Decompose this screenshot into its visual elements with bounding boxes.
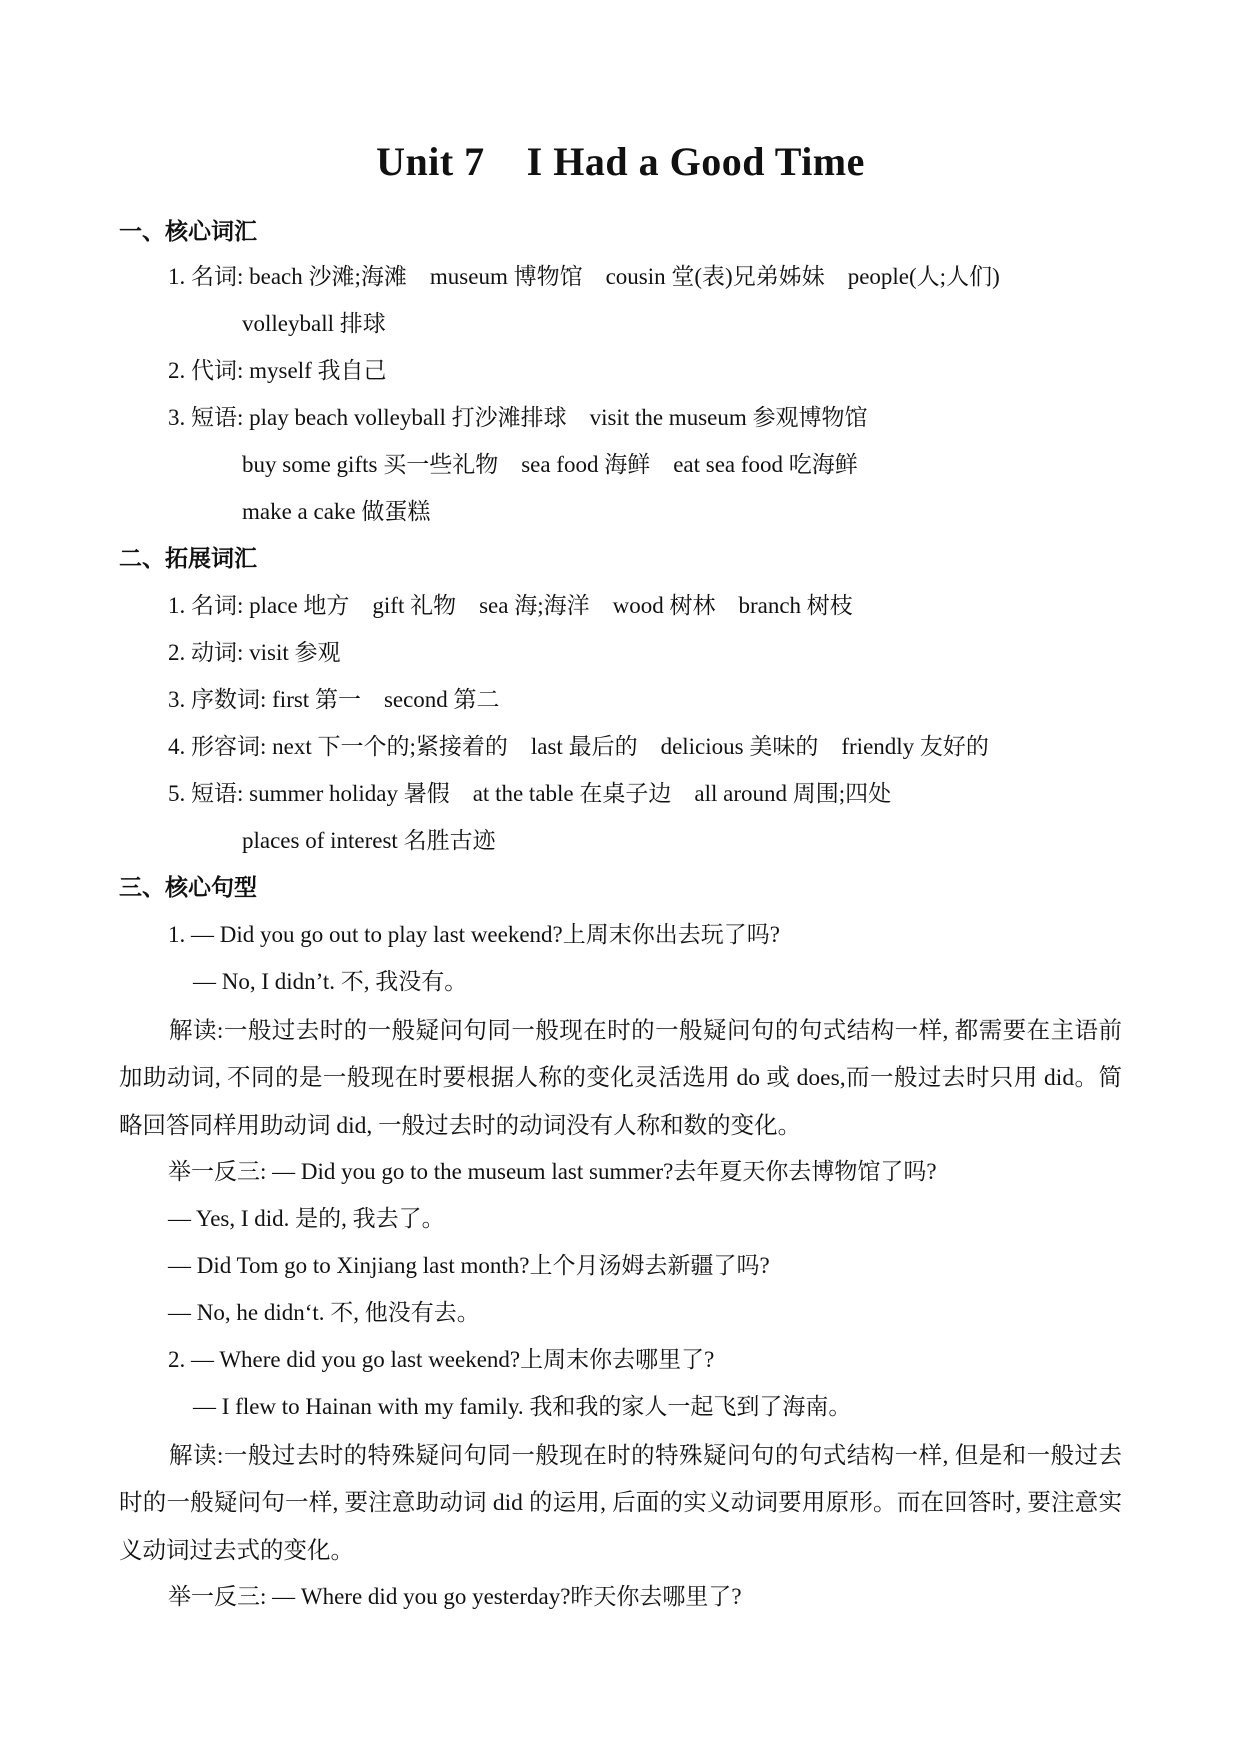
vocab-line: 4. 形容词: next 下一个的;紧接着的 last 最后的 delicious 美味的 friendly 友好的 <box>168 734 989 759</box>
explanation-paragraph: 解读:一般过去时的特殊疑问句同一般现在时的特殊疑问句的句式结构一样, 但是和一般过去时的一般疑问句一样, 要注意助动词 did 的运用, 后面的实义动词要用原形。而在回答时, 要注意实义动词过去式的变化。 <box>119 1443 1122 1564</box>
section-heading-core-sentences: 三、核心句型 <box>119 875 257 901</box>
section-heading-core-vocabulary: 一、核心词汇 <box>119 219 257 245</box>
vocab-line: make a cake 做蛋糕 <box>242 499 431 524</box>
vocab-line: 3. 序数词: first 第一 second 第二 <box>168 687 500 712</box>
example-line: 举一反三: — Did you go to the museum last summer?去年夏天你去博物馆了吗? <box>168 1159 937 1184</box>
sentence-answer: — I flew to Hainan with my family. 我和我的家人一起飞到了海南。 <box>193 1394 852 1419</box>
vocab-line: buy some gifts 买一些礼物 sea food 海鲜 eat sea food 吃海鲜 <box>242 452 858 477</box>
example-line: — Did Tom go to Xinjiang last month?上个月汤姆去新疆了吗? <box>168 1253 770 1278</box>
vocab-line: 3. 短语: play beach volleyball 打沙滩排球 visit the museum 参观博物馆 <box>168 405 868 430</box>
vocab-line: 2. 代词: myself 我自己 <box>168 358 387 383</box>
vocab-line: 5. 短语: summer holiday 暑假 at the table 在桌子边 all around 周围;四处 <box>168 781 892 806</box>
vocab-line: 1. 名词: place 地方 gift 礼物 sea 海;海洋 wood 树林 branch 树枝 <box>168 593 853 618</box>
section-heading-extended-vocabulary: 二、拓展词汇 <box>119 546 257 572</box>
example-line: 举一反三: — Where did you go yesterday?昨天你去哪里了? <box>168 1584 742 1609</box>
page-title: Unit 7 I Had a Good Time <box>376 139 865 184</box>
explanation-paragraph: 解读:一般过去时的一般疑问句同一般现在时的一般疑问句的句式结构一样, 都需要在主语前加助动词, 不同的是一般现在时要根据人称的变化灵活选用 do 或 does,而一般过去时只用 did。简略回答同样用助动词 did, 一般过去时的动词没有人称和数的变化。 <box>119 1018 1122 1139</box>
vocab-line: places of interest 名胜古迹 <box>242 828 496 853</box>
example-line: — Yes, I did. 是的, 我去了。 <box>168 1206 445 1231</box>
vocab-line: 2. 动词: visit 参观 <box>168 640 341 665</box>
sentence-question: 2. — Where did you go last weekend?上周末你去哪里了? <box>168 1347 715 1372</box>
vocab-line: volleyball 排球 <box>242 311 386 336</box>
sentence-answer: — No, I didn’t. 不, 我没有。 <box>193 969 468 994</box>
vocab-line: 1. 名词: beach 沙滩;海滩 museum 博物馆 cousin 堂(表)兄弟姊妹 people(人;人们) <box>168 264 1000 289</box>
example-line: — No, he didn‘t. 不, 他没有去。 <box>168 1300 480 1325</box>
sentence-question: 1. — Did you go out to play last weekend?上周末你出去玩了吗? <box>168 922 780 947</box>
